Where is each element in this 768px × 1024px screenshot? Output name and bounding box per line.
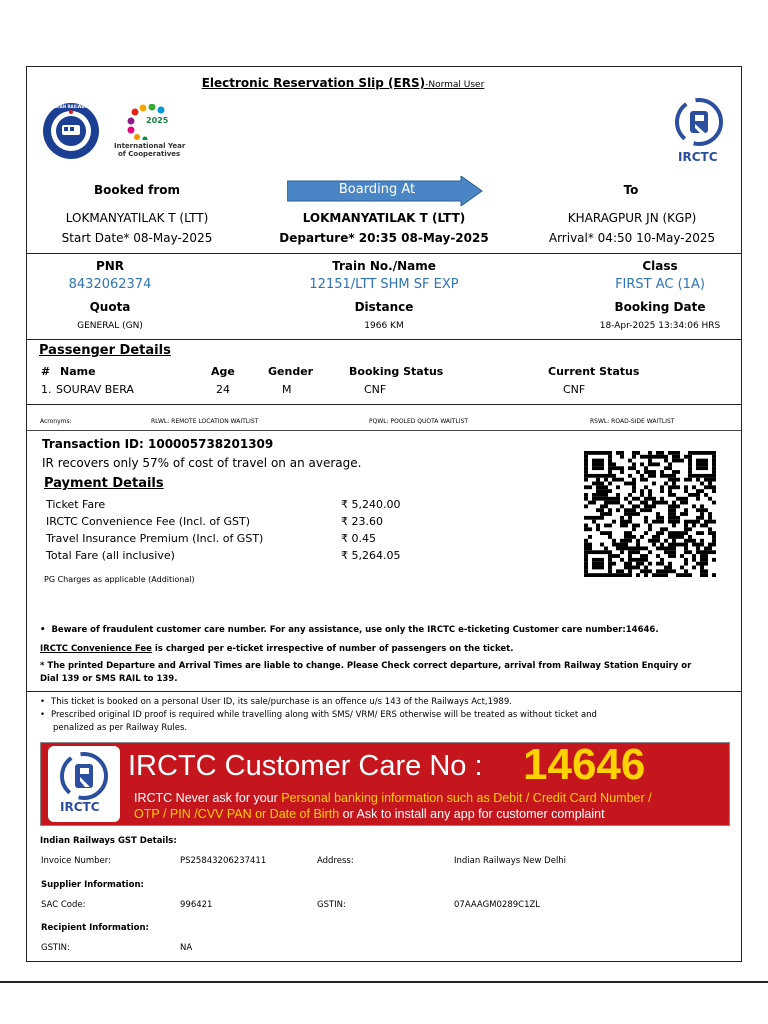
user-id-notice [40,697,512,707]
bullet: • [40,625,46,635]
fraud-notice [40,625,659,635]
times-notice-line2: Dial 139 or SMS RAIL to 139. [40,674,178,684]
boarding-station: LOKMANYATILAK T (LTT) [302,211,466,225]
bullet: • [40,697,46,707]
invoice-value: PS25843206237411 [180,856,267,866]
page-bottom-line [0,981,768,983]
banner-line2-a: OTP / PIN /CVV PAN or Date of Birth [134,807,340,821]
ers-title [202,76,485,90]
coop-line1: International Year [114,142,186,150]
railways-logo-text: INDIAN RAILWAYS [50,104,91,109]
ticket-fare-value: ₹ 5,240.00 [341,498,401,511]
header-index: # [41,365,51,378]
fee-notice-text: is charged per e-ticket irrespective of number of passengers on the ticket. [151,644,514,654]
banner-line1-b: Personal banking information such as Debit / Credit Card Number / [281,791,652,805]
address-value: Indian Railways New Delhi [454,856,567,866]
distance-value: 1966 KM [364,321,404,331]
divider [26,253,742,254]
bullet: • [40,710,46,720]
id-proof-notice [40,710,597,720]
recovery-note: IR recovers only 57% of cost of travel on an average. [42,456,362,470]
ers-title-text: Electronic Reservation Slip (ERS) [201,76,426,90]
coop-year: 2025 [146,116,169,125]
user-id-notice-text: This ticket is booked on a personal User ID, its sale/purchase is an offence u/s 143 of the Railways Act,1989. [51,697,512,707]
irctc-logo-text: IRCTC [678,150,718,164]
invoice-label: Invoice Number: [41,856,111,866]
id-proof-notice-text: Prescribed original ID proof is required while travelling along with SMS/ VRM/ ERS otherwise will be treated as without ticket and [51,710,597,720]
departure-time: Departure* 20:35 08-May-2025 [279,231,489,245]
recipient-gstin-label: GSTIN: [41,943,70,953]
ticket-fare-label: Ticket Fare [46,498,106,511]
passenger-name: SOURAV BERA [56,383,134,396]
banner-line1 [134,791,652,805]
banner-customer-care-number: 14646 [523,740,646,789]
gstin-value: 07AAAGM0289C1ZL [454,900,541,910]
convenience-fee-label: IRCTC Convenience Fee (Incl. of GST) [46,515,250,528]
acronym-rswl: RSWL: ROAD-SIDE WAITLIST [590,418,675,425]
booking-date-value: 18-Apr-2025 13:34:06 HRS [599,321,721,331]
divider [26,404,742,405]
total-fare-value: ₹ 5,264.05 [341,549,401,562]
train-label: Train No./Name [332,259,436,273]
passenger-index: 1. [41,383,52,396]
banner-irctc-logo [48,746,120,826]
header-booking-status: Booking Status [349,365,444,378]
acronym-pqwl: PQWL: POOLED QUOTA WAITLIST [369,418,469,425]
arrival-time: Arrival* 04:50 10-May-2025 [548,231,716,245]
to-label: To [623,183,639,197]
acronyms-label: Acronyms: [40,418,72,425]
insurance-label: Travel Insurance Premium (Incl. of GST) [46,532,264,545]
supplier-title: Supplier Information: [41,880,144,890]
recipient-gstin-value: NA [180,943,193,953]
passenger-current-status: CNF [563,383,586,396]
passenger-booking-status: CNF [364,383,387,396]
distance-label: Distance [354,300,414,314]
banner-title: IRCTC Customer Care No : [128,750,483,782]
divider [26,339,742,340]
id-proof-notice-line2: penalized as per Railway Rules. [53,723,188,733]
convenience-fee-value: ₹ 23.60 [341,515,383,528]
quota-value: GENERAL (GN) [77,321,143,331]
transaction-id: Transaction ID: 100005738201309 [42,437,274,451]
indian-railways-logo [40,102,102,164]
booking-date-label: Booking Date [614,300,706,314]
insurance-value: ₹ 0.45 [341,532,376,545]
sac-label: SAC Code: [41,900,86,910]
coop-line2: of Cooperatives [118,150,181,158]
total-fare-label: Total Fare (all inclusive) [46,549,175,562]
gstin-label: GSTIN: [317,900,346,910]
quota-label: Quota [89,300,131,314]
banner-line2 [134,807,605,821]
address-label: Address: [317,856,354,866]
header-name: Name [60,365,96,378]
pg-charges-note: PG Charges as applicable (Additional) [44,575,195,584]
header-age: Age [211,365,235,378]
start-date: Start Date* 08-May-2025 [61,231,213,245]
divider [26,430,742,431]
fraud-notice-text: Beware of fraudulent customer care number. For any assistance, use only the IRCTC e-ticketing Customer care number:14646. [51,625,659,635]
recipient-title: Recipient Information: [41,923,149,933]
gst-title: Indian Railways GST Details: [40,836,177,846]
class-value: FIRST AC (1A) [615,277,705,292]
passenger-details-title: Passenger Details [39,343,171,358]
sac-value: 996421 [180,900,213,910]
qr-code [584,451,716,581]
irctc-logo [667,98,731,154]
from-label: Booked from [93,183,181,197]
passenger-gender: M [282,383,292,396]
fee-notice-highlight: IRCTC Convenience Fee [40,644,152,654]
acronym-rlwl: RLWL: REMOTE LOCATION WAITLIST [151,418,259,425]
ers-subtitle: -Normal User [425,80,485,90]
divider [26,691,742,692]
pnr-value: 8432062374 [68,277,152,292]
banner-line1-a: IRCTC Never ask for your [134,791,282,805]
payment-details-title: Payment Details [44,476,164,491]
boarding-label: Boarding At [338,182,416,197]
pnr-label: PNR [95,259,125,273]
class-label: Class [642,259,678,273]
times-notice-line1: * The printed Departure and Arrival Times are liable to change. Please Check correct departure, arrival from Railway Station Enquiry or [40,661,692,671]
banner-logo-text: IRCTC [60,800,100,814]
banner-line2-b: or Ask to install any app for customer complaint [339,807,605,821]
train-value: 12151/LTT SHM SF EXP [309,277,459,292]
from-station: LOKMANYATILAK T (LTT) [65,211,209,225]
fee-notice [40,644,513,654]
header-gender: Gender [268,365,314,378]
header-current-status: Current Status [548,365,640,378]
passenger-age: 24 [216,383,230,396]
to-station: KHARAGPUR JN (KGP) [567,211,697,225]
